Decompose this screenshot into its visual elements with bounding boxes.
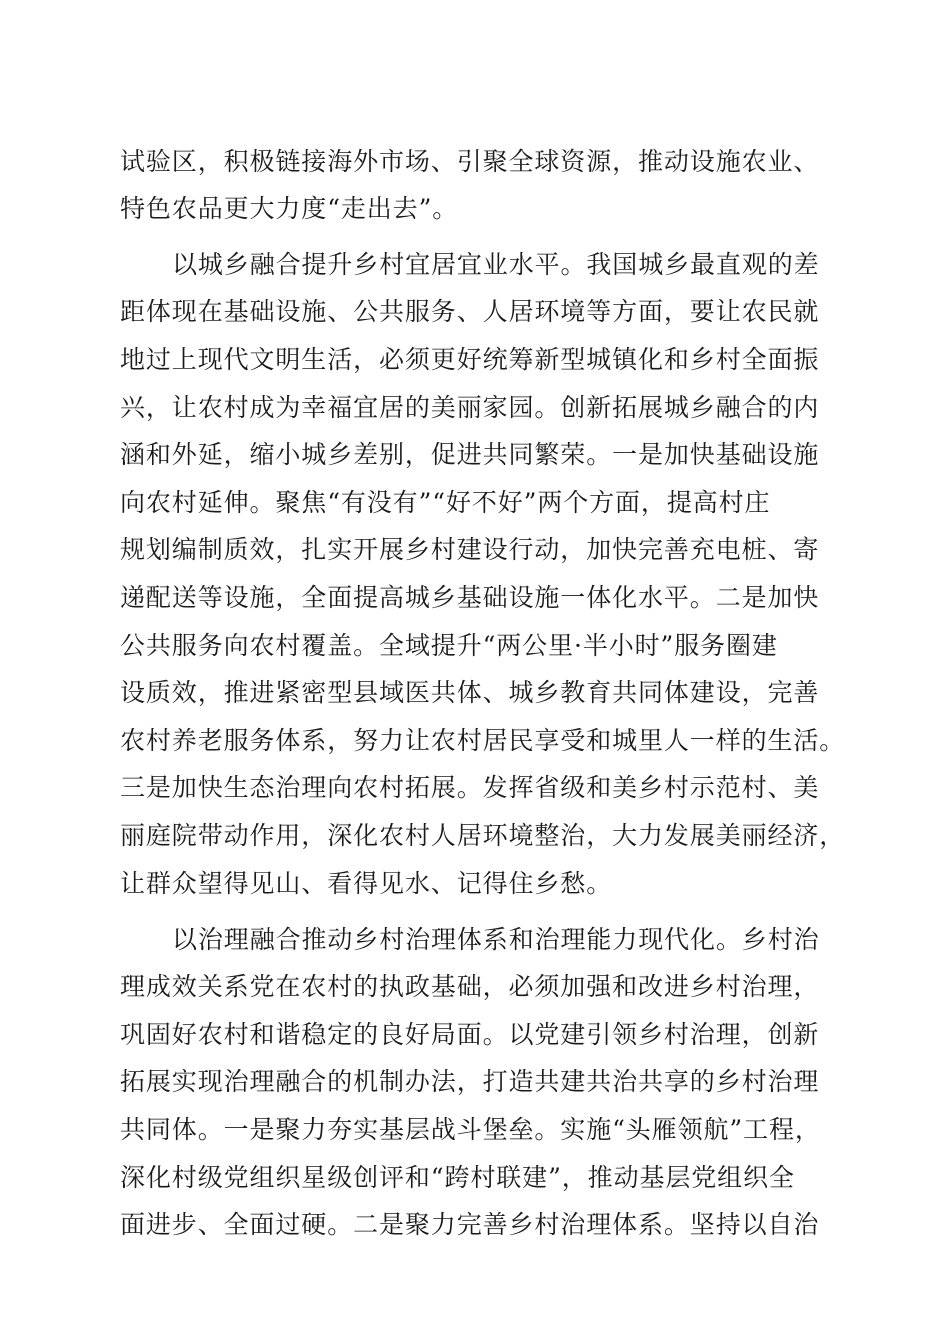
text-line: 向农村延伸。聚焦“有没有”“好不好”两个方面，提高村庄 (120, 488, 771, 517)
text-line: 涵和外延，缩小城乡差别，促进共同繁荣。一是加快基础设施 (120, 440, 820, 469)
text-line: 巩固好农村和谐稳定的良好局面。以党建引领乡村治理，创新 (120, 1020, 820, 1049)
text-line: 三是加快生态治理向农村拓展。发挥省级和美乡村示范村、美 (120, 773, 820, 802)
text-line: 地过上现代文明生活，必须更好统筹新型城镇化和乡村全面振 (120, 345, 820, 374)
paragraph-heading-line: 以城乡融合提升乡村宜居宜业水平。我国城乡最直观的差 (172, 250, 820, 279)
text-line: 设质效，推进紧密型县域医共体、城乡教育共同体建设，完善 (120, 678, 820, 707)
text-line: 规划编制质效，扎实开展乡村建设行动，加快完善充电桩、寄 (120, 535, 820, 564)
paragraph-heading-line: 以治理融合推动乡村治理体系和治理能力现代化。乡村治 (172, 925, 820, 954)
text-line: 农村养老服务体系，努力让农村居民享受和城里人一样的生活。 (120, 726, 846, 755)
text-line: 理成效关系党在农村的执政基础，必须加强和改进乡村治理， (120, 972, 820, 1001)
text-line: 距体现在基础设施、公共服务、人居环境等方面，要让农民就 (120, 297, 820, 326)
text-line: 递配送等设施，全面提高城乡基础设施一体化水平。二是加快 (120, 583, 820, 612)
text-line: 试验区，积极链接海外市场、引聚全球资源，推动设施农业、 (120, 147, 820, 176)
text-line: 特色农品更大力度“走出去”。 (120, 194, 459, 223)
text-line: 让群众望得见山、看得见水、记得住乡愁。 (120, 869, 613, 898)
text-line: 公共服务向农村覆盖。全域提升“两公里·半小时”服务圈建 (120, 631, 778, 660)
text-line: 拓展实现治理融合的机制办法，打造共建共治共享的乡村治理 (120, 1067, 820, 1096)
text-line: 面进步、全面过硬。二是聚力完善乡村治理体系。坚持以自治 (120, 1210, 820, 1239)
text-line: 共同体。一是聚力夯实基层战斗堡垒。实施“头雁领航”工程， (120, 1115, 821, 1144)
text-line: 兴，让农村成为幸福宜居的美丽家园。创新拓展城乡融合的内 (120, 393, 820, 422)
text-line: 深化村级党组织星级创评和“跨村联建”，推动基层党组织全 (120, 1163, 795, 1192)
text-line: 丽庭院带动作用，深化农村人居环境整治，大力发展美丽经济， (120, 821, 846, 850)
